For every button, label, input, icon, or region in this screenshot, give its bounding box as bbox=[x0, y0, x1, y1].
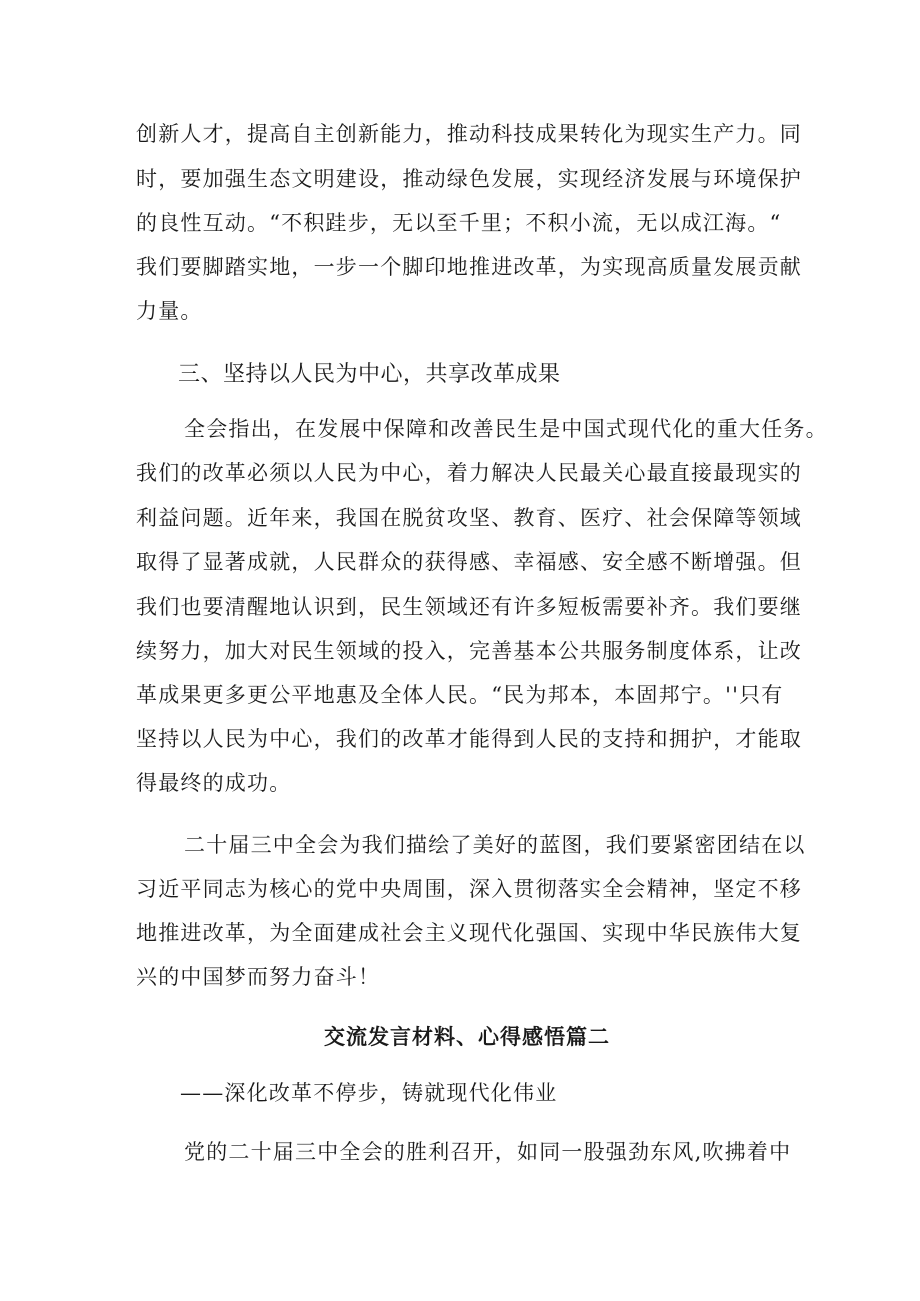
paragraph-line: 革成果更多更公平地惠及全体人民。“民为邦本，本固邦宁。''只有 bbox=[136, 683, 784, 707]
paragraph-line: 的良性互动。“不积跬步，无以至千里；不积小流，无以成江海。“ bbox=[136, 211, 782, 235]
paragraph-line: 续努力，加大对民生领域的投入，完善基本公共服务制度体系，让改 bbox=[136, 639, 802, 663]
paragraph-line: 地推进改革，为全面建成社会主义现代化强国、实现中华民族伟大复 bbox=[136, 921, 802, 945]
paragraph-line: 力量。 bbox=[136, 299, 203, 323]
paragraph-line: 我们的改革必须以人民为中心，着力解决人民最关心最直接最现实的 bbox=[136, 461, 802, 485]
paragraph-line: 我们也要清醒地认识到，民生领域还有许多短板需要补齐。我们要继 bbox=[136, 595, 802, 619]
paragraph-line: 二十届三中全会为我们描绘了美好的蓝图，我们要紧密团结在以 bbox=[184, 833, 806, 857]
paragraph-line: 兴的中国梦而努力奋斗！ bbox=[136, 965, 381, 989]
section-heading: 三、坚持以人民为中心，共享改革成果 bbox=[178, 362, 561, 387]
paragraph-line: 习近平同志为核心的党中央周围，深入贯彻落实全会精神，坚定不移 bbox=[136, 877, 802, 901]
paragraph-line: 时，要加强生态文明建设，推动绿色发展，实现经济发展与环境保护 bbox=[136, 167, 802, 191]
paragraph-line: 得最终的成功。 bbox=[136, 771, 292, 795]
paragraph-line: 党的二十届三中全会的胜利召开，如同一股强劲东风,吹拂着中 bbox=[184, 1140, 792, 1164]
subtitle: ——深化改革不停步，铸就现代化伟业 bbox=[180, 1081, 558, 1105]
paragraph-line: 坚持以人民为中心，我们的改革才能得到人民的支持和拥护，才能取 bbox=[136, 727, 802, 751]
part-title: 交流发言材料、心得感悟篇二 bbox=[324, 1024, 610, 1049]
paragraph-line: 全会指出，在发展中保障和改善民生是中国式现代化的重大任务。 bbox=[184, 417, 828, 441]
paragraph-line: 创新人才，提高自主创新能力，推动科技成果转化为现实生产力。同 bbox=[136, 122, 802, 146]
paragraph-line: 我们要脚踏实地，一步一个脚印地推进改革，为实现高质量发展贡献 bbox=[136, 255, 802, 279]
paragraph-line: 利益问题。近年来，我国在脱贫攻坚、教育、医疗、社会保障等领域 bbox=[136, 506, 802, 530]
paragraph-line: 取得了显著成就，人民群众的获得感、幸福感、安全感不断增强。但 bbox=[136, 550, 802, 574]
